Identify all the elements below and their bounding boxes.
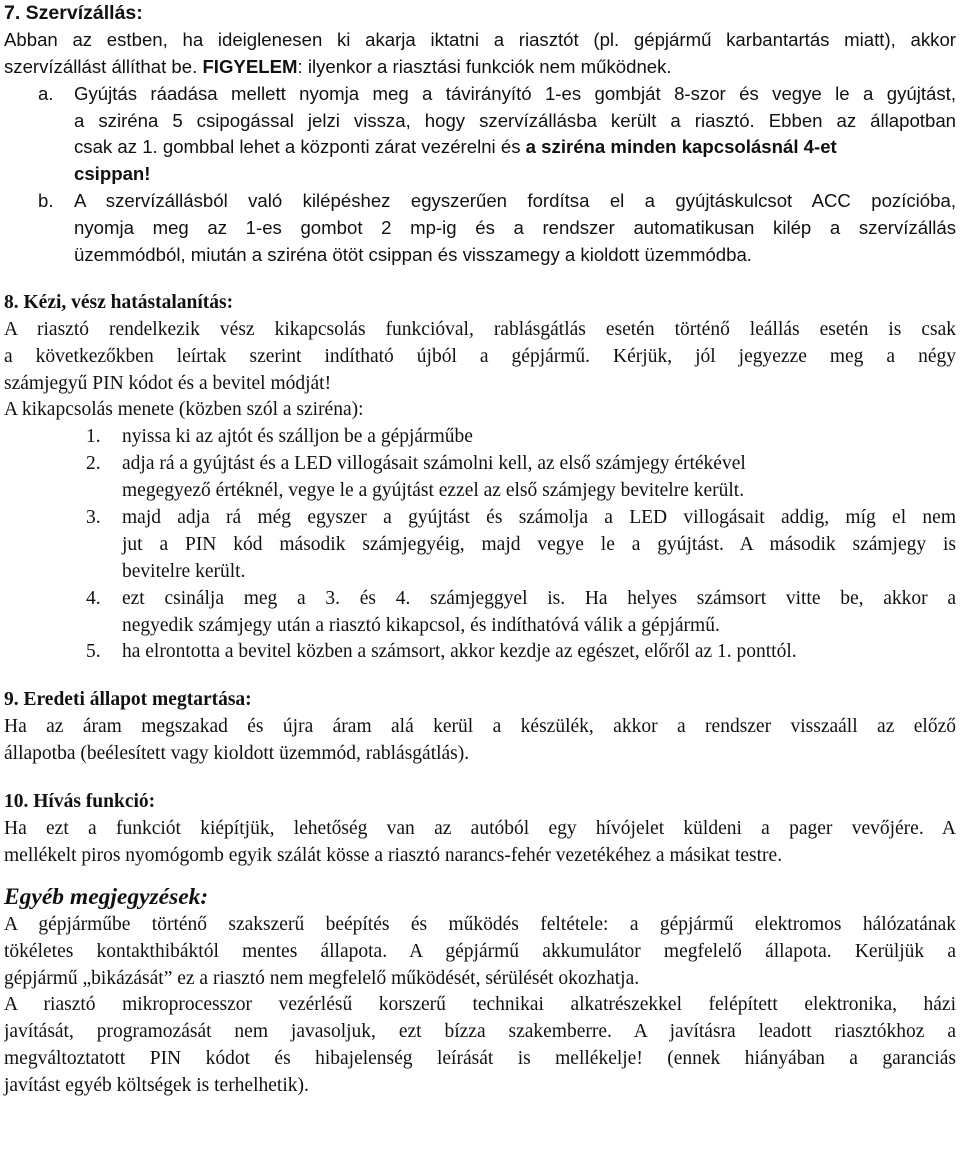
list-item <box>4 451 956 478</box>
section-10-line: mellékelt piros nyomógomb egyik szálát kösse a riasztó narancs-fehér vezetékéhez a másikat testre. <box>4 844 783 866</box>
step-text: nyissa ki az ajtót és szálljon be a gépjárműbe <box>122 426 473 448</box>
list-item <box>4 586 956 613</box>
section-10-line: Ha ezt a funkciót kiépítjük, lehetőség van az autóból egy hívójelet küldeni a pager vevőjére. A <box>4 817 956 839</box>
item-b-text: A szervízállásból való kilépéshez egyszerűen fordítsa el a gyújtáskulcsot ACC pozícióba, <box>74 190 956 212</box>
manual-page <box>4 0 956 1100</box>
item-a-line <box>4 134 956 161</box>
section-7-intro-line <box>4 54 956 81</box>
notes-line: tökéletes kontakthibáktól mentes állapota. A gépjármű akkumulátor megfelelő állapota. Kerüljük a <box>4 940 956 962</box>
item-a-line <box>4 81 956 108</box>
step-text: ha elrontotta a bevitel közben a számsort, akkor kezdje az egészet, előről az 1. ponttól. <box>122 641 797 663</box>
item-a-line: a sziréna 5 csipogással jelzi vissza, hogy szervízállásba került a riasztó. Ebben az állapotban <box>74 109 956 131</box>
item-a-emphasis: csippan! <box>74 163 151 185</box>
step-text: jut a PIN kód második számjegyéig, majd vegye le a gyújtást. A második számjegy is <box>122 533 956 555</box>
notes-line: javítását, programozását nem javasoljuk, ezt bízza szakemberre. A javításra leadott riasztókhoz a <box>4 1021 956 1043</box>
step-text: ezt csinálja meg a 3. és 4. számjeggyel is. Ha helyes számsort vitte be, akkor a <box>122 587 956 609</box>
section-8-intro-line: számjegyű PIN kódot és a bevitel módját! <box>4 372 332 394</box>
section-8-intro-line: A kikapcsolás menete (közben szól a sziréna): <box>4 399 364 421</box>
section-8-title: 8. Kézi, vész hatástalanítás: <box>4 291 234 313</box>
section-9-line: állapotba (beélesített vagy kioldott üzemmód, rablásgátlás). <box>4 743 470 765</box>
item-a-marker: a. <box>38 82 54 104</box>
step-text: adja rá a gyújtást és a LED villogásait számolni kell, az első számjegy értékével <box>122 453 746 475</box>
list-item <box>4 424 956 451</box>
notes-line: A gépjárműbe történő szakszerű beépítés és működés feltétele: a gépjármű elektromos hálózatának <box>4 913 956 935</box>
notes-title: Egyéb megjegyzések: <box>4 883 209 910</box>
section-7-title: 7. Szervízállás: <box>4 2 143 24</box>
item-b-marker: b. <box>38 190 54 212</box>
warning-text: : ilyenkor a riasztási funkciók nem működnek. <box>297 55 672 77</box>
step-number: 2. <box>86 453 101 475</box>
list-item <box>4 478 956 505</box>
section-8-intro-line: A riasztó rendelkezik vész kikapcsolás funkcióval, rablásgátlás esetén történő leállás esetén is csak <box>4 318 956 340</box>
step-number: 3. <box>86 507 101 529</box>
step-number: 4. <box>86 587 101 609</box>
step-number: 5. <box>86 641 101 663</box>
notes-line: gépjármű „bikázását” ez a riasztó nem megfelelő működését, sérülését okozhatja. <box>4 967 640 989</box>
item-b-line <box>4 188 956 215</box>
section-10-title: 10. Hívás funkció: <box>4 791 156 813</box>
section-9-line: Ha az áram megszakad és újra áram alá kerül a készülék, akkor a rendszer visszaáll az előző <box>4 716 956 738</box>
section-8-intro-line: a következőkben leírtak szerint indítható újból a gépjármű. Kérjük, jól jegyezze meg a négy <box>4 345 956 367</box>
steps-list <box>4 424 956 666</box>
item-b-line: üzemmódból, miután a sziréna ötöt csippan és visszamegy a kioldott üzemmódba. <box>74 244 752 266</box>
item-a-text: Gyújtás ráadása mellett nyomja meg a távirányító 1-es gombját 8-szor és vegye le a gyújtást, <box>74 82 956 104</box>
item-a-emphasis: a sziréna minden kapcsolásnál 4-et <box>525 136 837 158</box>
section-7-intro-line: Abban az estben, ha ideiglenesen ki akarja iktatni a riasztót (pl. gépjármű karbantartás miatt), akkor <box>4 28 956 50</box>
step-text: bevitelre került. <box>122 560 246 582</box>
step-text: megegyező értéknél, vegye le a gyújtást ezzel az első számjegy bevitelre került. <box>122 480 745 502</box>
item-b-line: nyomja meg az 1-es gombot 2 mp-ig és a rendszer automatikusan kilép a szervízállás <box>74 217 956 239</box>
item-a-text: csak az 1. gombbal lehet a központi zárat vezérelni és <box>74 136 521 158</box>
notes-line: A riasztó mikroprocesszor vezérlésű korszerű technikai alkatrészekkel felépített elektronika, házi <box>4 994 956 1016</box>
notes-line: javítást egyéb költségek is terhelhetik). <box>4 1075 309 1097</box>
list-item <box>4 639 956 666</box>
section-9-title: 9. Eredeti állapot megtartása: <box>4 689 252 711</box>
step-number: 1. <box>86 426 101 448</box>
list-item <box>4 613 956 640</box>
warning-label: FIGYELEM <box>202 55 298 77</box>
step-text: majd adja rá még egyszer a gyújtást és számolja a LED villogásait addig, míg el nem <box>122 507 956 529</box>
list-item <box>4 532 956 559</box>
notes-line: megváltoztatott PIN kódot és hibajelenség leírását is mellékelje! (ennek hiányában a garanciás <box>4 1048 956 1070</box>
step-text: negyedik számjegy után a riasztó kikapcsol, és indíthatóvá válik a gépjármű. <box>122 614 720 636</box>
list-item <box>4 559 956 586</box>
intro-text: szervízállást állíthat be. <box>4 55 198 77</box>
list-item <box>4 505 956 532</box>
